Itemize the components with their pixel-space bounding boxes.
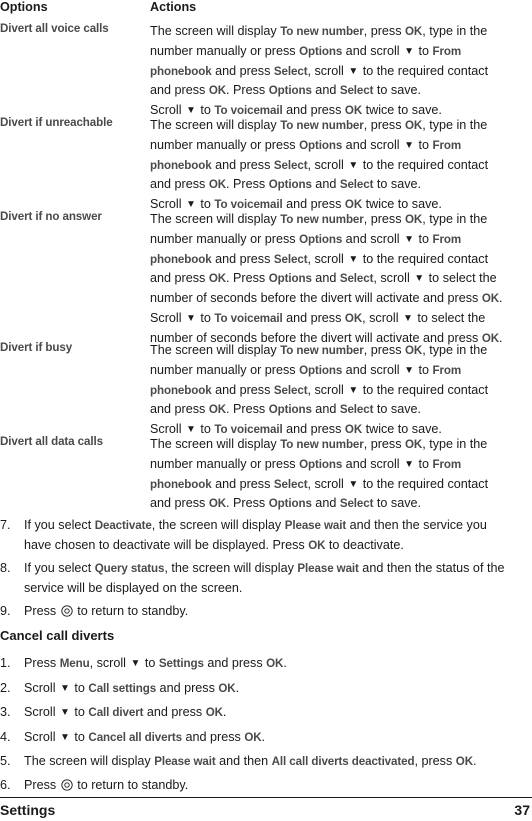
actions-column-header: Actions <box>150 0 197 14</box>
down-arrow-icon: ▼ <box>60 707 70 718</box>
down-arrow-icon: ▼ <box>348 65 359 77</box>
end-key-icon <box>61 779 73 791</box>
down-arrow-icon: ▼ <box>348 478 359 490</box>
down-arrow-icon: ▼ <box>60 683 70 694</box>
down-arrow-icon: ▼ <box>403 312 413 324</box>
footer-divider <box>0 797 532 798</box>
options-column-header: Options <box>0 0 48 14</box>
section-title: Cancel call diverts <box>0 628 115 643</box>
down-arrow-icon: ▼ <box>186 424 196 436</box>
page-number: 37 <box>514 802 530 818</box>
down-arrow-icon: ▼ <box>60 732 70 743</box>
down-arrow-icon: ▼ <box>186 312 196 324</box>
down-arrow-icon: ▼ <box>186 199 196 211</box>
option-label: Divert all voice calls <box>0 22 109 35</box>
down-arrow-icon: ▼ <box>404 45 414 57</box>
down-arrow-icon: ▼ <box>348 159 359 171</box>
option-label: Divert if busy <box>0 341 73 354</box>
action-text: The screen will display To new number, press OK, type in the number manually or press Options and scroll ▼ to From phonebook and press Select, scroll ▼ to the required contact and press OK. Press Options and Select to save. Scroll ▼ to To voicemail and press OK twice to save. <box>150 341 528 440</box>
down-arrow-icon: ▼ <box>404 139 414 151</box>
option-label: Divert if unreachable <box>0 116 113 129</box>
option-label: Divert if no answer <box>0 210 102 223</box>
down-arrow-icon: ▼ <box>404 364 414 376</box>
down-arrow-icon: ▼ <box>348 253 359 265</box>
action-text: The screen will display To new number, press OK, type in the number manually or press Options and scroll ▼ to From phonebook and press Select, scroll ▼ to the required contact and press OK. Press Options and Select to save. <box>150 437 489 511</box>
down-arrow-icon: ▼ <box>404 233 414 245</box>
down-arrow-icon: ▼ <box>404 458 414 470</box>
action-text: The screen will display To new number, press OK, type in the number manually or press Options and scroll ▼ to From phonebook and press Select, scroll ▼ to the required contact and press OK. Press Options and Select, scroll ▼ to select the number of seconds before the divert will activate and press OK. Scroll ▼ to To voicemail and press OK, scroll ▼ to select the number of seconds before the divert will activate and press OK. <box>150 212 503 345</box>
option-label: Divert all data calls <box>0 435 103 448</box>
action-text: The screen will display To new number, press OK, type in the number manually or press Options and scroll ▼ to From phonebook and press Select, scroll ▼ to the required contact and press OK. Press Options and Select to save. Scroll ▼ to To voicemail and press OK twice to save. <box>150 22 528 121</box>
end-key-icon <box>61 605 73 617</box>
down-arrow-icon: ▼ <box>186 105 196 117</box>
footer-section-name: Settings <box>0 802 56 818</box>
action-text: The screen will display To new number, press OK, type in the number manually or press Options and scroll ▼ to From phonebook and press Select, scroll ▼ to the required contact and press OK. Press Options and Select to save. Scroll ▼ to To voicemail and press OK twice to save. <box>150 116 528 215</box>
down-arrow-icon: ▼ <box>130 658 141 669</box>
down-arrow-icon: ▼ <box>348 384 359 396</box>
down-arrow-icon: ▼ <box>414 273 425 285</box>
manual-page: Options Actions Divert all voice calls The screen will display To new number, press OK, type in the number manually or press Options and scroll ▼ to From phonebook and press Select, scroll ▼ to the required contact and press OK. Press Options and Select to save. Scroll ▼ to To voicemail and press OK twice to save. Divert if unreachable The screen will display To new number, press OK, type in the number manually or press Options and scroll ▼ to From phonebook and press Select, scroll ▼ to the required contact and press OK. Press Options and Select to save. Scroll ▼ to To voicemail and press OK twice to save. Divert if no answer The screen will display To new number, press OK, type in the number manually or press Options and scroll ▼ to From phonebook and press Select, scroll ▼ to the required contact and press OK. Press Options and Select, scroll ▼ to select the number of seconds before the divert will activate and press OK. Scroll ▼ to To voicemail and press OK, scroll ▼ to select the number of seconds before the divert will activate and press OK. Divert if busy The screen will display To new number, press OK, type in the number manually or press Options and scroll ▼ to From phonebook and press Select, scroll ▼ to the required contact and press OK. Press Options and Select to save. Scroll ▼ to To voicemail and press OK twice to save. Divert all data calls The screen will display To new number, press OK, type in the number manually or press Options and scroll ▼ to From phonebook and press Select, scroll ▼ to the required contact and press OK. Press Options and Select to save. 7. If you select Deactivate, the screen will display Please wait and then the service you have chosen to deactivate will be displayed. Press OK to deactivate. 8. If you select Query status, the screen will display Please wait and then the status of the service will be displayed on the screen. 9. Press to return to standby. Cancel call diverts 1. Press Menu, scroll ▼ to Settings and press OK. 2. Scroll ▼ to Call settings and press OK. 3. Scroll ▼ to Call divert and press OK. 4. Scroll ▼ to Cancel all diverts and press OK. 5. The screen will display Please wait and then All call diverts deactivated, press OK. 6. Press to return to standby. Settings 37 <box>0 0 530 818</box>
table-header <box>0 0 532 18</box>
